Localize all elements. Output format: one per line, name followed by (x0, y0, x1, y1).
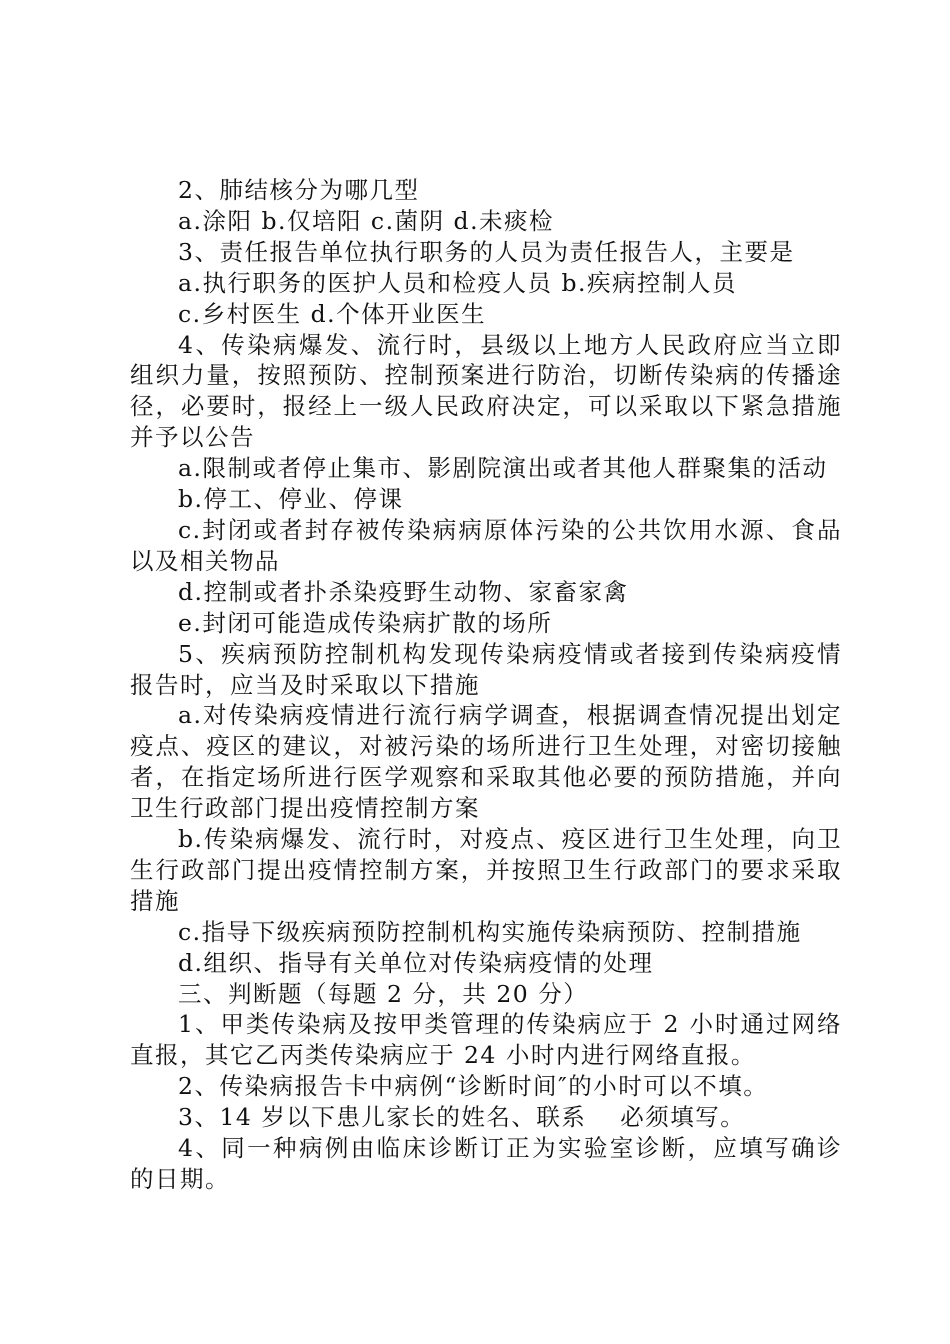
question-2-options: a.涂阳 b.仅培阳 c.菌阴 d.未痰检 (178, 206, 555, 235)
question-4-option-c: c.封闭或者封存被传染病病原体污染的公共饮用水源、食品以及相关物品 (130, 515, 842, 575)
question-5-option-c: c.指导下级疾病预防控制机构实施传染病预防、控制措施 (178, 917, 802, 946)
question-5-option-a: a.对传染病疫情进行流行病学调查，根据调查情况提出划定疫点、疫区的建议，对被污染的场所进行卫生处理，对密切接触者，在指定场所进行医学观察和采取其他必要的预防措施，并向卫生行政部门提出疫情控制方案 (130, 701, 842, 823)
true-false-1: 1、甲类传染病及按甲类管理的传染病应于 2 小时通过网络直报，其它乙丙类传染病应于 24 小时内进行网络直报。 (130, 1010, 842, 1070)
question-3: 3、责任报告单位执行职务的人员为责任报告人，主要是 (178, 237, 795, 266)
question-2: 2、肺结核分为哪几型 (178, 176, 420, 204)
question-5-option-d: d.组织、指导有关单位对传染病疫情的处理 (178, 948, 654, 977)
question-4-option-e: e.封闭可能造成传染病扩散的场所 (178, 608, 553, 637)
section-heading-true-false: 三、判断题（每题 2 分，共 20 分） (178, 979, 589, 1008)
true-false-4: 4、同一种病例由临床诊断订正为实验室诊断，应填写确诊的日期。 (130, 1134, 842, 1193)
question-4-option-a: a.限制或者停止集市、影剧院演出或者其他人群聚集的活动 (178, 454, 828, 483)
question-5: 5、疾病预防控制机构发现传染病疫情或者接到传染病疫情报告时，应当及时采取以下措施 (130, 639, 842, 699)
question-5-option-b: b.传染病爆发、流行时，对疫点、疫区进行卫生处理，向卫生行政部门提出疫情控制方案，并按照卫生行政部门的要求采取措施 (130, 825, 842, 915)
true-false-3: 3、14 岁以下患儿家长的姓名、联系 必须填写。 (178, 1103, 746, 1132)
document-body (130, 175, 842, 1195)
question-3-options-c-d: c.乡村医生 d.个体开业医生 (178, 299, 487, 328)
question-4-option-b: b.停工、停业、停课 (178, 485, 404, 514)
true-false-2: 2、传染病报告卡中病例“诊断时间″的小时可以不填。 (178, 1072, 769, 1101)
question-4-option-d: d.控制或者扑杀染疫野生动物、家畜家禽 (178, 577, 629, 606)
question-4: 4、传染病爆发、流行时，县级以上地方人民政府应当立即组织力量，按照预防、控制预案进行防治，切断传染病的传播途径，必要时，报经上一级人民政府决定，可以采取以下紧急措施并予以公告 (130, 330, 842, 452)
question-3-options-a-b: a.执行职务的医护人员和检疫人员 b.疾病控制人员 (178, 268, 737, 297)
